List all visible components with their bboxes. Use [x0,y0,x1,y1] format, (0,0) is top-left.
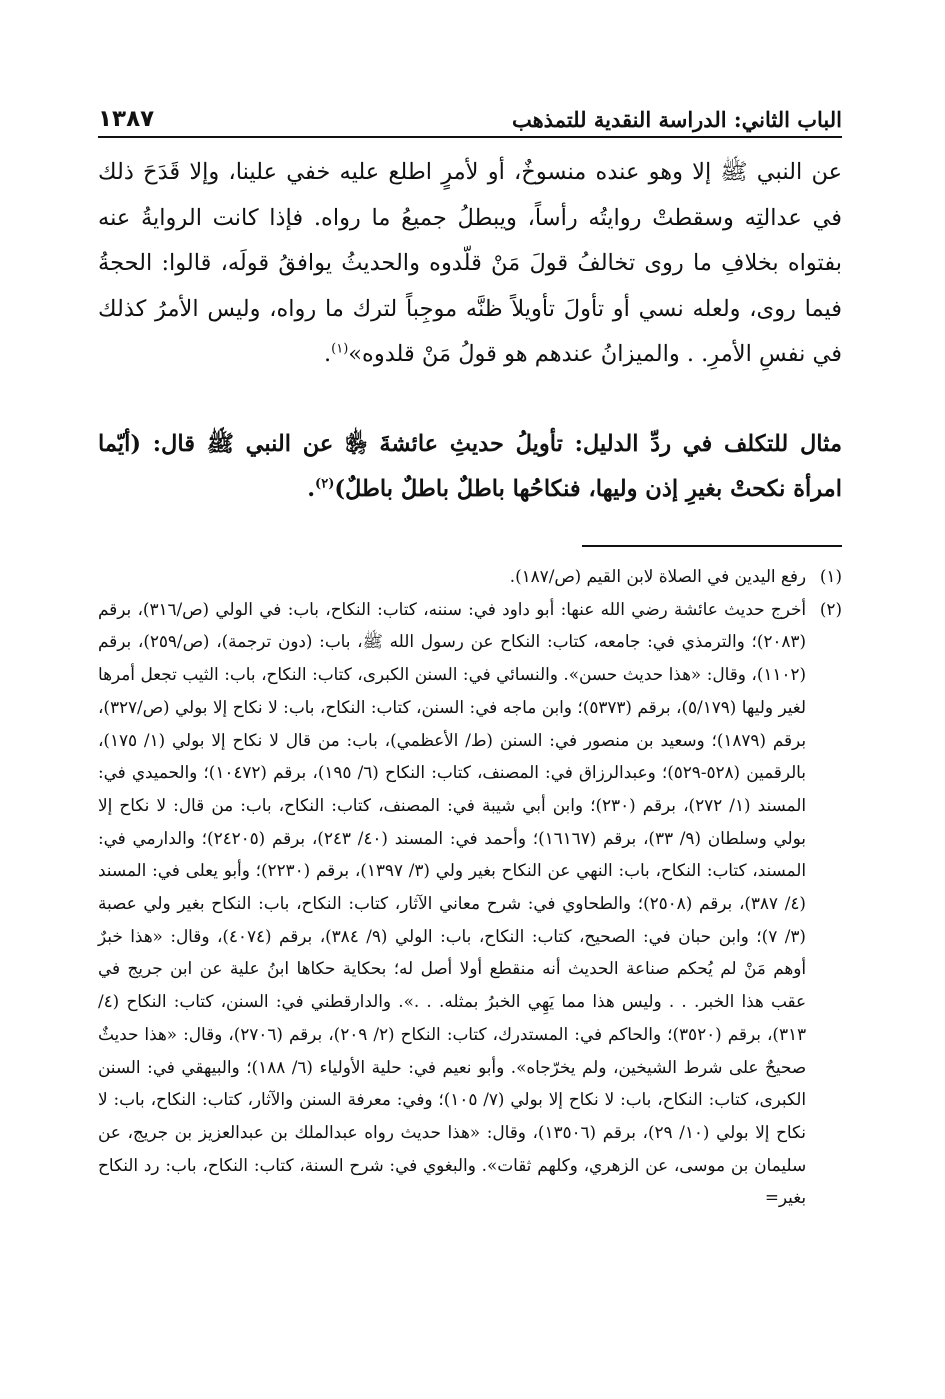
footnote-text: رفع اليدين في الصلاة لابن القيم (ص/١٨٧). [509,566,806,586]
footnote-ref-1: (١) [331,341,349,357]
footnotes [98,560,842,1214]
footnote-1 [98,560,842,593]
footnote-2 [98,593,842,1214]
body-paragraph-end: . [323,341,332,367]
page-header [98,92,842,132]
header-rule [98,136,842,138]
main-text [98,150,842,378]
body-paragraph-text: عن النبي ﷺ إلا وهو عنده منسوخٌ، أو لأمرٍ اطلع عليه خفي علينا، وإلا قَدَحَ ذلك في عدالتِه وسقطتْ روايتُه رأساً، ويبطلُ جميعُ ما رواه. فإذا كانت الروايةُ عنه بفتواه بخلافِ ما روى تخالفُ قولَ مَنْ قلّدوه والحديثُ يوافقُ قولَه، قالوا: الحجةُ فيما روى، ولعله نسي أو تأولَ تأويلاً ظنَّه موجِباً لترك ما رواه، وليس الأمرُ كذلك في نفسِ الأمرِ. . والميزانُ عندهم هو قولُ مَنْ قلدوه» [98,159,842,367]
footnote-number: (٢) [819,598,842,619]
footnote-ref-2: (٢) [315,476,335,492]
footnote-text: أخرج حديث عائشة رضي الله عنها: أبو داود في: سننه، كتاب: النكاح، باب: في الولي (ص/٣١٦)، برقم (٢٠٨٣)؛ والترمذي في: جامعه، كتاب: النكاح عن رسول الله ﷺ، باب: (دون ترجمة)، (ص/٢٥٩)، برقم (١١٠٢)، وقال: «هذا حديث حسن». والنسائي في: السنن الكبرى، كتاب: النكاح، باب: الثيب تجعل أمرها لغير وليها (٥/١٧٩)، برقم (٥٣٧٣)؛ وابن ماجه في: السنن، كتاب: النكاح، باب: لا نكاح إلا بولي (ص/٣٢٧)، برقم (١٨٧٩)؛ وسعيد بن منصور في: السنن (ط/ الأعظمي)، باب: من قال لا نكاح إلا بولي (١/ ١٧٥)، بالرقمين (٥٢٨-٥٢٩)؛ وعبدالرزاق في: المصنف، كتاب: النكاح (٦/ ١٩٥)، برقم (١٠٤٧٢)؛ والحميدي في: المسند (١/ ٢٧٢)، برقم (٢٣٠)؛ وابن أبي شيبة في: المصنف، كتاب: النكاح، باب: من قال: لا نكاح إلا بولي وسلطان (٩/ ٣٣)، برقم (١٦١٦٧)؛ وأحمد في: المسند (٤٠/ ٢٤٣)، برقم (٢٤٢٠٥)؛ والدارمي في: المسند، كتاب: النكاح، باب: النهي عن النكاح بغير ولي (٣/ ١٣٩٧)، برقم (٢٢٣٠)؛ وأبو يعلى في: المسند (٤/ ٣٨٧)، برقم (٢٥٠٨)؛ والطحاوي في: شرح معاني الآثار، كتاب: النكاح، باب: النكاح بغير ولي عصبة (٣/ ٧)؛ وابن حبان في: الصحيح، كتاب: النكاح، باب: الولي (٩/ ٣٨٤)، برقم (٤٠٧٤)، وقال: «هذا خبرٌ أوهم مَنْ لم يُحكم صناعة الحديث أنه منقطع أولا أصل له؛ بحكاية حكاها ابنُ علية عن ابن جريج في عقب هذا الخبر. . . وليس هذا مما يَهِي الخبرُ بمثله. . .». والدارقطني في: السنن، كتاب: النكاح (٤/ ٣١٣)، برقم (٣٥٢٠)؛ والحاكم في: المستدرك، كتاب: النكاح (٢/ ٢٠٩)، برقم (٢٧٠٦)، وقال: «هذا حديثٌ صحيحٌ على شرط الشيخين، ولم يخرّجاه». وأبو نعيم في: حلية الأولياء (٦/ ١٨٨)؛ والبيهقي في: السنن الكبرى، كتاب: النكاح، باب: لا نكاح إلا بولي (٧/ ١٠٥)؛ وفي: معرفة السنن والآثار، كتاب: النكاح، باب: لا نكاح إلا بولي (١٠/ ٢٩)، برقم (١٣٥٠٦)، وقال: «هذا حديث رواه عبدالملك بن عبدالعزيز بن جريج، عن سليمان بن موسى، عن الزهري، وكلهم ثقات». والبغوي في: شرح السنة، كتاب: النكاح، باب: رد النكاح بغير= [98,598,807,1208]
running-title: الباب الثاني: الدراسة النقدية للتمذهب [511,107,842,132]
example-section [98,422,842,512]
body-paragraph [98,150,842,378]
footnote-number: (١) [819,566,842,586]
example-end: . [307,476,316,502]
example-text: مثال للتكلف في ردِّ الدليل: تأويلُ حديثِ عائشةَ ﵂ عن النبي ﷺ قال: (أيّما امرأة نكحتْ بغيرِ إذن وليها، فنكاحُها باطلٌ باطلٌ باطلٌ) [98,431,842,502]
example-paragraph [98,422,842,512]
footnote-separator [582,545,842,547]
page-number: ١٣٨٧ [98,106,155,132]
